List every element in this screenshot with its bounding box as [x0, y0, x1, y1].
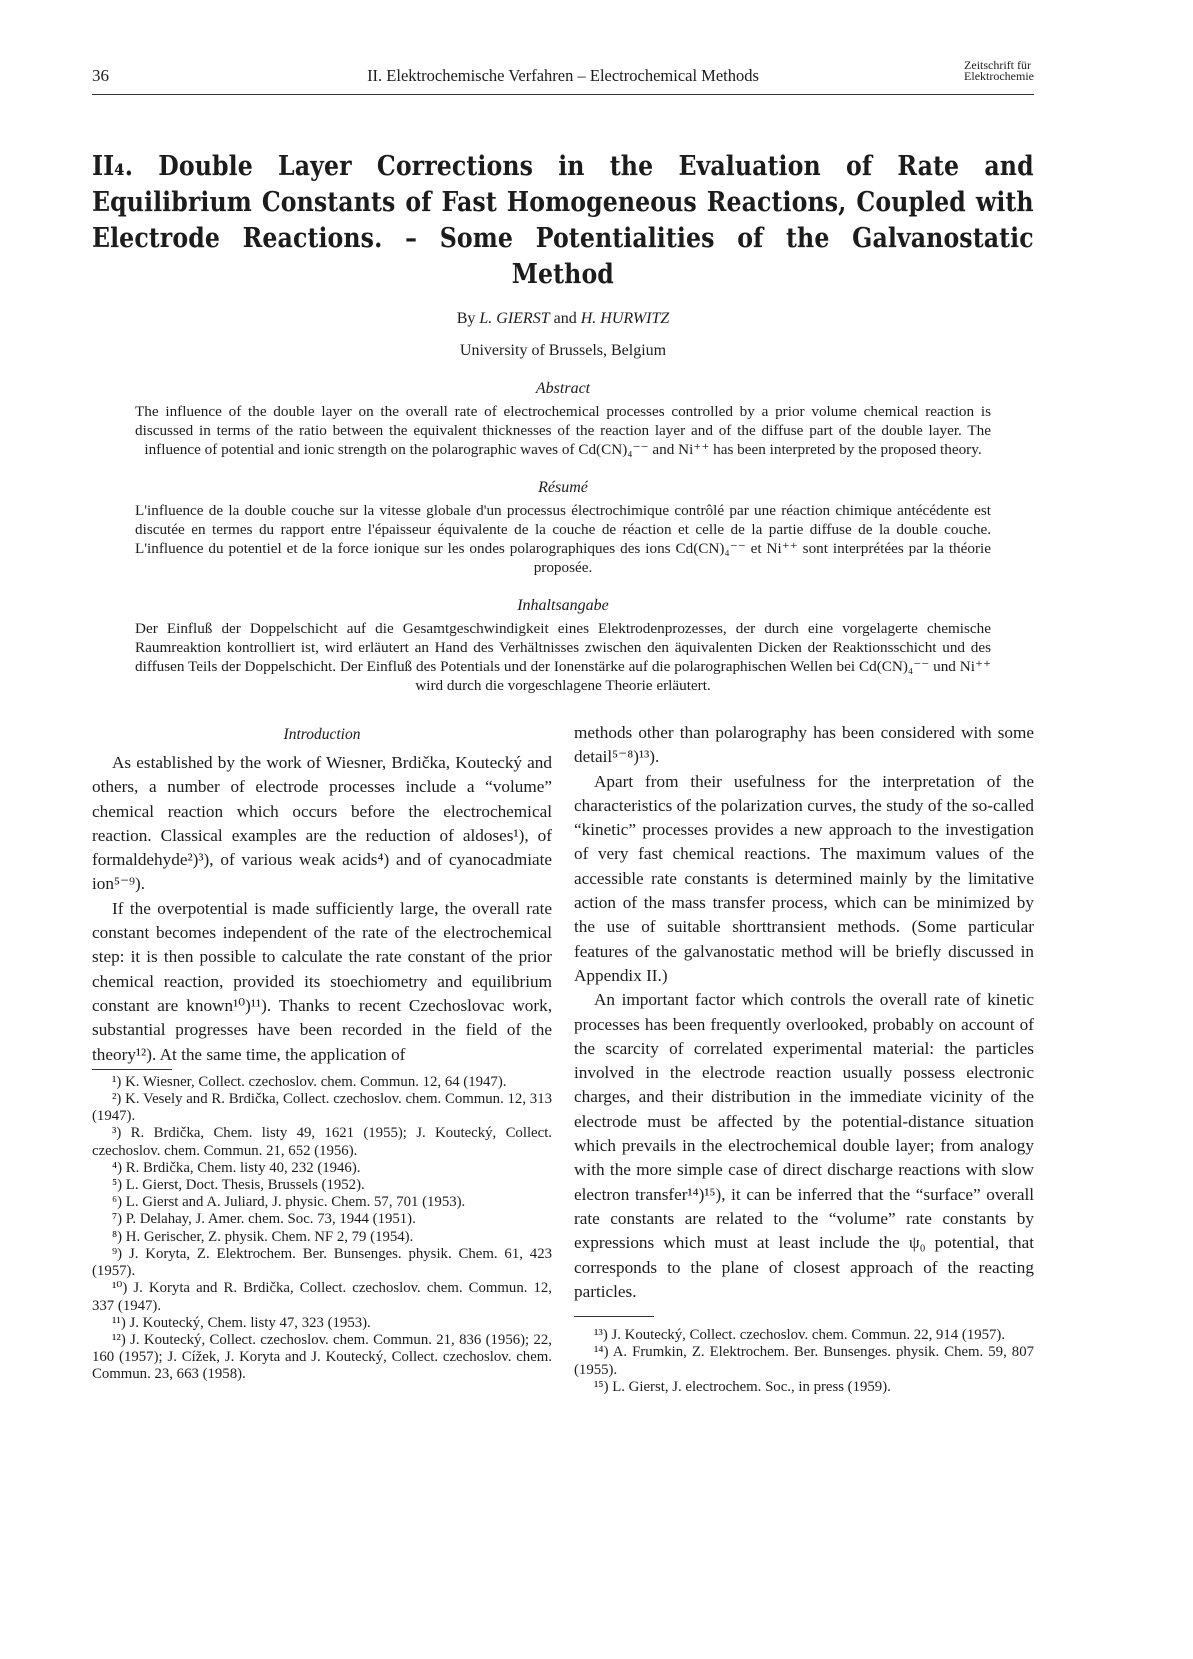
section-title: II. Elektrochemische Verfahren – Electrochemical Methods: [367, 66, 759, 85]
left-column: [92, 721, 552, 1384]
footnote: ⁴) R. Brdička, Chem. listy 40, 232 (1946).: [112, 1159, 361, 1176]
body-paragraph: Apart from their usefulness for the interpretation of the characteristics of the polarization curves, the study of the so-called “kinetic” processes provides a new approach to the investigation of very fast chemical reactions. The maximum values of the accessible rate constants is determined mainly by the limitative action of the mass transfer process, which can be minimized by the use of suitable shorttransient methods. (Some particular features of the galvanostatic method will be briefly discussed in Appendix II.): [574, 771, 1034, 985]
paper-page: [92, 56, 1034, 1395]
footnote: ¹¹) J. Koutecký, Chem. listy 47, 323 (1953).: [112, 1314, 371, 1331]
running-head: [92, 56, 1034, 92]
footnote: ⁷) P. Delahay, J. Amer. chem. Soc. 73, 1944 (1951).: [112, 1211, 416, 1228]
author-line: [92, 310, 1034, 328]
header-rule: [92, 94, 1034, 95]
footnote: ⁵) L. Gierst, Doct. Thesis, Brussels (1952).: [112, 1177, 365, 1194]
footnote-rule: [574, 1316, 654, 1317]
right-column: [574, 721, 1034, 1396]
article-title: II₄. Double Layer Corrections in the Evaluation of Rate and Equilibrium Constants of Fast Homogeneous Reactions, Coupled with Electrode Reactions. – Some Potentialities of the Galvanostatic Method: [92, 150, 1034, 290]
footnote: ¹²) J. Koutecký, Collect. czechoslov. chem. Commun. 21, 836 (1956); 22, 160 (1957); J. Cížek, J. Koryta and J. Koutecký, Collect. czechoslov. chem. Commun. 23, 663 (1958).: [92, 1331, 552, 1383]
author-hurwitz: H. HURWITZ: [580, 310, 670, 328]
footnote: ²) K. Vesely and R. Brdička, Collect. czechoslov. chem. Commun. 12, 313 (1947).: [92, 1091, 552, 1125]
body-paragraph: As established by the work of Wiesner, Brdička, Koutecký and others, a number of electrode processes include a “volume” chemical reaction which occurs before the electrochemical reaction. Classical examples are the reduction of aldoses¹), of formaldehyde²)³), of various weak acids⁴) and of cyanocadmiate ion⁵⁻⁹).: [92, 753, 552, 894]
footnote: ³) R. Brdička, Chem. listy 49, 1621 (1955); J. Koutecký, Collect. czechoslov. chem. Commun. 21, 652 (1956).: [92, 1125, 552, 1159]
body-paragraph: If the overpotential is made sufficiently large, the overall rate constant becomes independent of the rate of the electrochemical step: it is then possible to calculate the rate constant of the prior chemical reaction, provided its stoechiometry and equilibrium constant are known¹⁰)¹¹). Thanks to recent Czechoslovac work, substantial progresses have been recorded in the field of the theory¹²). At the same time, the application of: [92, 898, 552, 1064]
page-number: 36: [92, 66, 109, 85]
body-paragraph: An important factor which controls the overall rate of kinetic processes has been frequently overlooked, probably on account of the scarcity of correlated experimental material: the particles involved in the electrode reaction usually possess electronic charges, and their distribution in the immediate vicinity of the electrode must be affected by the potential-distance situation which prevails in the electrochemical double layer; from analogy with the more simple case of direct discharge reactions with slow electron transfer¹⁴)¹⁵), it can be inferred that the “surface” overall rate constants are related to the “volume” rate constants by expressions which must at least include the ψ₀ potential, that corresponds to the plane of closest approach of the reacting particles.: [574, 990, 1034, 1301]
abstract-heading: Abstract: [535, 380, 591, 398]
resume-text: L'influence de la double couche sur la vitesse globale d'un processus électrochimique contrôlé par une réaction chimique antécédente est discutée en termes du rapport entre l'épaisseur équivalente de la couche de réaction et celle de la partie diffuse de la double couche. L'influence du potentiel et de la force ionique sur les ondes polarographiques des ions Cd(CN)₄⁻⁻ et Ni⁺⁺ sont interprétées par la théorie proposée.: [135, 502, 991, 577]
by-label: By: [456, 310, 476, 328]
footnote: ⁸) H. Gerischer, Z. physik. Chem. NF 2, 79 (1954).: [112, 1228, 414, 1245]
inhaltsangabe-heading: Inhaltsangabe: [517, 597, 609, 615]
footnote-rule: [92, 1069, 172, 1070]
affiliation: University of Brussels, Belgium: [459, 342, 667, 360]
resume-heading: Résumé: [538, 479, 588, 497]
footnote: ⁶) L. Gierst and A. Juliard, J. physic. Chem. 57, 701 (1953).: [112, 1194, 466, 1211]
footnote: ⁹) J. Koryta, Z. Elektrochem. Ber. Bunsenges. physik. Chem. 61, 423 (1957).: [92, 1245, 552, 1280]
inhaltsangabe-text: Der Einfluß der Doppelschicht auf die Gesamtgeschwindigkeit eines Elektrodenprozesses, der durch eine vorgelagerte chemische Raumreaktion kontrolliert ist, wird erläutert an Hand des Verhältnisses zwischen den äquivalenten Dicken der Reaktionsschicht und des diffusen Teils der Doppelschicht. Der Einfluß des Potentials und der Ionenstärke auf die polarographischen Wellen bei Cd(CN)₄⁻⁻ und Ni⁺⁺ wird durch die vorgeschlagene Theorie erläutert.: [135, 620, 991, 695]
body-paragraph: methods other than polarography has been considered with some detail⁵⁻⁸)¹³).: [574, 723, 1034, 767]
journal-name-line-2: Elektrochemie: [964, 69, 1034, 83]
footnote: ¹⁰) J. Koryta and R. Brdička, Collect. czechoslov. chem. Commun. 12, 337 (1947).: [92, 1280, 552, 1314]
footnote: ¹⁵) L. Gierst, J. electrochem. Soc., in press (1959).: [594, 1378, 891, 1395]
footnote: ¹³) J. Koutecký, Collect. czechoslov. chem. Commun. 22, 914 (1957).: [594, 1327, 1006, 1344]
and-label: and: [553, 310, 577, 328]
journal-name: [964, 60, 1034, 82]
abstract-text: The influence of the double layer on the overall rate of electrochemical processes controlled by a prior volume chemical reaction is discussed in terms of the ratio between the equivalent thicknesses of the reaction layer and of the diffuse part of the double layer. The influence of potential and ionic strength on the polarographic waves of Cd(CN)₄⁻⁻ and Ni⁺⁺ has been interpreted by the proposed theory.: [135, 403, 991, 459]
author-gierst: L. GIERST: [479, 310, 550, 328]
introduction-heading: Introduction: [283, 726, 361, 743]
footnote: ¹⁴) A. Frumkin, Z. Elektrochem. Ber. Bunsenges. physik. Chem. 59, 807 (1955).: [574, 1344, 1034, 1378]
journal-name-line-1: Zeitschrift für: [964, 58, 1032, 72]
footnote: ¹) K. Wiesner, Collect. czechoslov. chem. Commun. 12, 64 (1947).: [112, 1073, 507, 1090]
